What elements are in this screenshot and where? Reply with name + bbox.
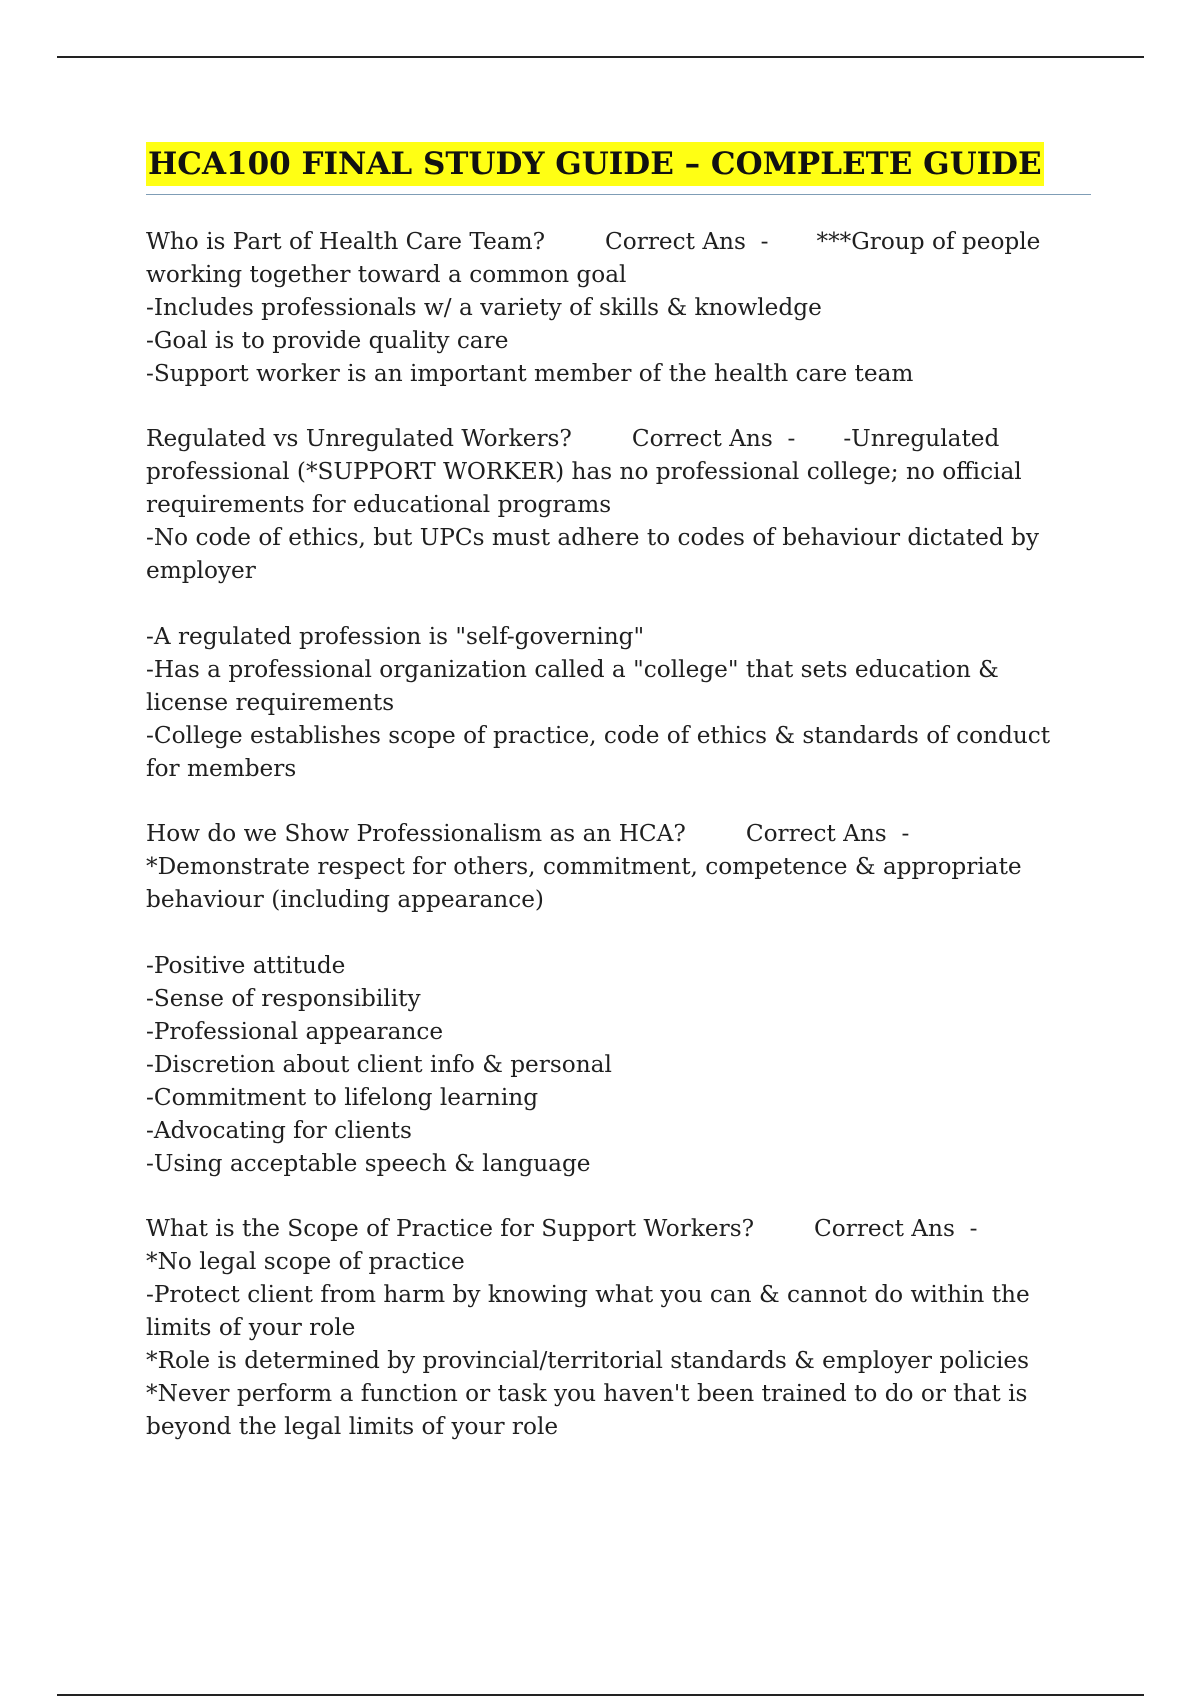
answer-line: -Professional appearance <box>146 1018 444 1045</box>
answer-line: -Using acceptable speech & language <box>146 1150 591 1177</box>
answer-line: -Includes professionals w/ a variety of skills & knowledge <box>146 294 822 321</box>
answer-line: -Protect client from harm by knowing what you can & cannot do within the <box>146 1281 1030 1308</box>
correct-answer-label: Correct Ans - <box>605 228 769 255</box>
correct-answer-label: Correct Ans - <box>745 820 910 847</box>
answer-line: professional (*SUPPORT WORKER) has no professional college; no official <box>146 458 1022 485</box>
paragraph-gap <box>146 916 1091 949</box>
question-line <box>146 1212 1091 1245</box>
page-bottom-rule <box>57 1694 1144 1696</box>
page-top-rule <box>57 56 1144 58</box>
question-text: How do we Show Professionalism as an HCA? <box>146 820 686 847</box>
answer-line: -College establishes scope of practice, code of ethics & standards of conduct <box>146 722 1051 749</box>
question-text: Who is Part of Health Care Team? <box>146 228 546 255</box>
paragraph-gap <box>146 587 1091 620</box>
answer-line: -Commitment to lifelong learning <box>146 1084 539 1111</box>
answer-line: -No code of ethics, but UPCs must adhere to codes of behaviour dictated by <box>146 524 1040 551</box>
answer-line: behaviour (including appearance) <box>146 886 544 913</box>
answer-line: for members <box>146 755 297 782</box>
question-text: Regulated vs Unregulated Workers? <box>146 425 572 452</box>
answer-line: requirements for educational programs <box>146 491 612 518</box>
qa-item <box>146 1212 1091 1443</box>
correct-answer-label: Correct Ans - <box>631 425 796 452</box>
answer-line: *Demonstrate respect for others, commitment, competence & appropriate <box>146 853 1022 880</box>
question-line <box>146 422 1091 455</box>
question-line <box>146 817 1091 850</box>
answer-line: -Has a professional organization called a "college" that sets education & <box>146 656 999 683</box>
qa-item <box>146 422 1091 785</box>
document-body <box>146 142 1091 1475</box>
question-text: What is the Scope of Practice for Support Workers? <box>146 1215 755 1242</box>
answer-line: *No legal scope of practice <box>146 1248 465 1275</box>
answer-line: beyond the legal limits of your role <box>146 1413 559 1440</box>
answer-line: -Sense of responsibility <box>146 985 421 1012</box>
answer-text: ***Group of people <box>816 228 1041 255</box>
correct-answer-label: Correct Ans - <box>814 1215 978 1242</box>
qa-item <box>146 225 1091 390</box>
answer-line: -Positive attitude <box>146 952 346 979</box>
answer-line: -Advocating for clients <box>146 1117 412 1144</box>
answer-line: -A regulated profession is "self-governing" <box>146 623 645 650</box>
answer-line: license requirements <box>146 689 395 716</box>
qa-item <box>146 817 1091 1180</box>
answer-line: -Discretion about client info & personal <box>146 1051 612 1078</box>
answer-line: limits of your role <box>146 1314 356 1341</box>
answer-line: -Goal is to provide quality care <box>146 327 509 354</box>
qa-sections <box>146 225 1091 1443</box>
answer-line: -Support worker is an important member of the health care team <box>146 360 914 387</box>
title-block <box>146 142 1091 195</box>
answer-line: *Never perform a function or task you haven't been trained to do or that is <box>146 1380 1028 1407</box>
answer-line: employer <box>146 557 256 584</box>
answer-line: *Role is determined by provincial/territorial standards & employer policies <box>146 1347 1030 1374</box>
answer-line: working together toward a common goal <box>146 261 627 288</box>
answer-text: -Unregulated <box>843 425 1000 452</box>
document-title: HCA100 FINAL STUDY GUIDE – COMPLETE GUIDE <box>146 142 1044 186</box>
question-line <box>146 225 1091 258</box>
